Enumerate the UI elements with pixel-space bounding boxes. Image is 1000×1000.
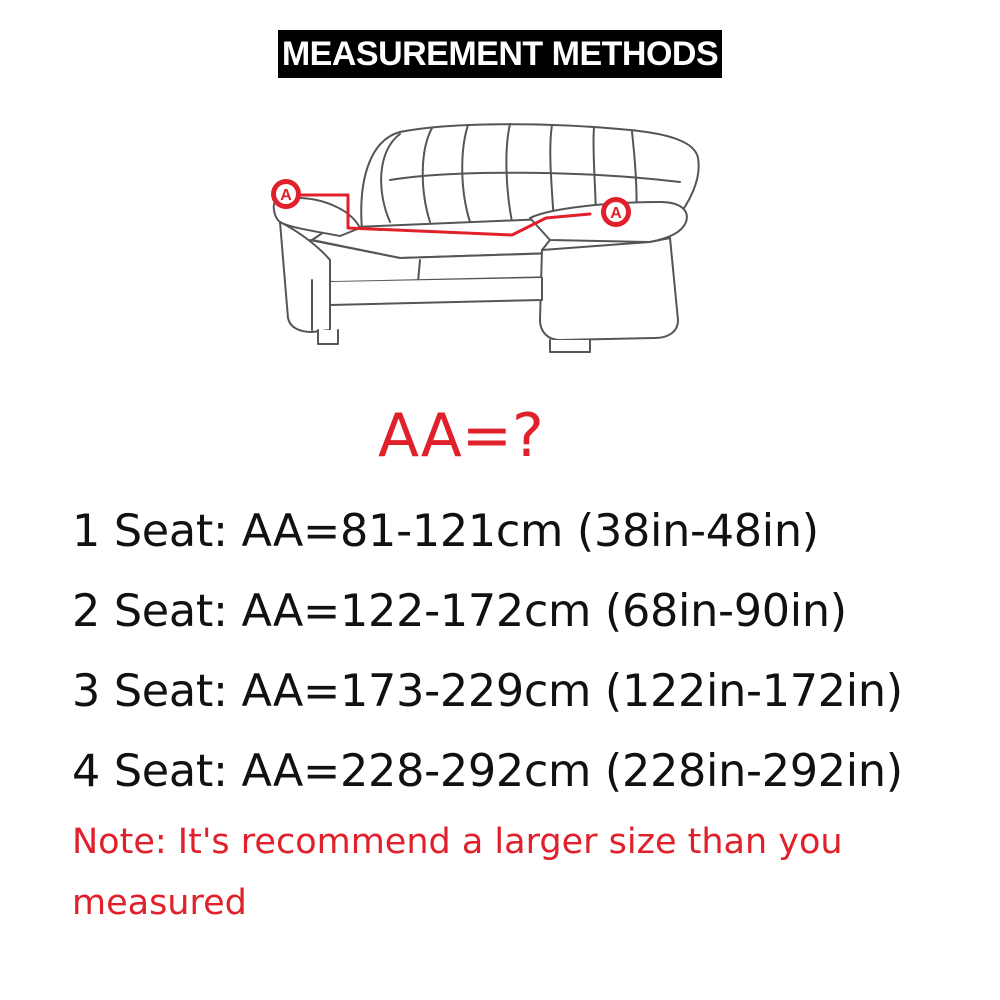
marker-a-left-icon [271,179,301,209]
size-note: Note: It's recommend a larger size than you measured [72,822,843,923]
size-row-1-seat: 1 Seat: AA=81-121cm (38in-48in) [72,506,819,557]
sofa-illustration [250,110,720,360]
page-title: MEASUREMENT METHODS [278,30,722,78]
size-row-2-seat: 2 Seat: AA=122-172cm (68in-90in) [72,586,847,637]
size-row-4-seat: 4 Seat: AA=228-292cm (228in-292in) [72,746,903,797]
formula-heading: AA=? [378,401,544,471]
marker-a-right-icon [601,197,631,227]
size-list [72,492,903,812]
svg-text:A: A [280,187,292,204]
size-row-3-seat: 3 Seat: AA=173-229cm (122in-172in) [72,666,903,717]
svg-text:A: A [610,205,622,222]
